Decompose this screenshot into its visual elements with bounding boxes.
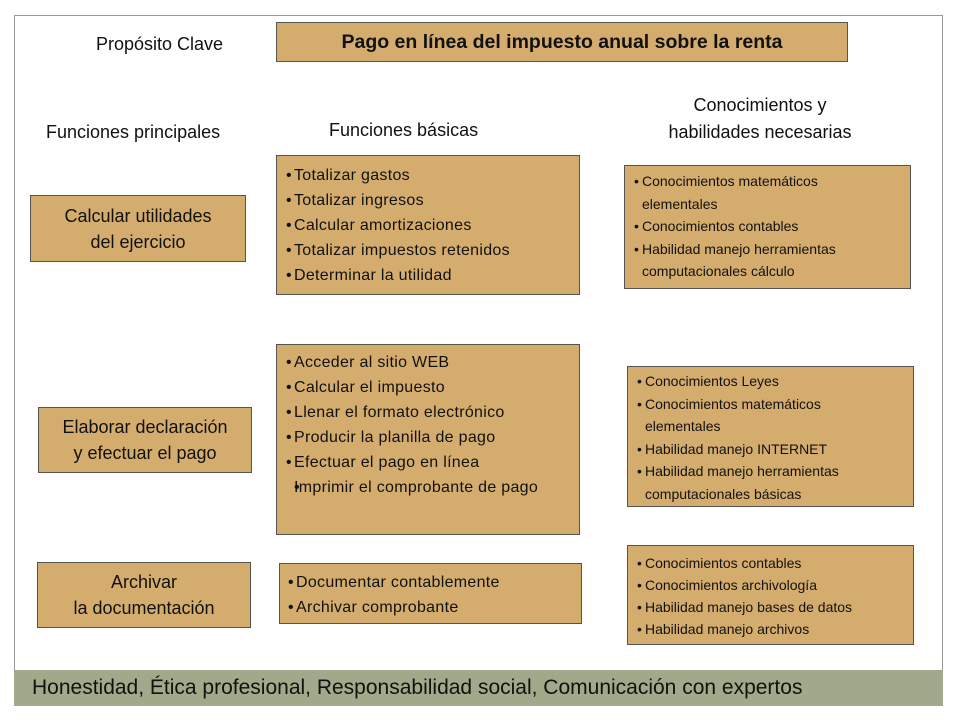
list-item: • Calcular amortizaciones	[286, 213, 579, 238]
basic-functions-list	[288, 570, 581, 620]
list-item: • Habilidad manejo herramientas computacionales cálculo	[634, 238, 910, 283]
list-item: • Totalizar ingresos	[286, 188, 579, 213]
principal-function-box	[38, 407, 252, 473]
key-purpose-text: Pago en línea del impuesto anual sobre la renta	[341, 30, 783, 53]
list-item: • Efectuar el pago en línea	[286, 450, 571, 475]
knowledge-box	[624, 165, 911, 289]
principal-function-line: del ejercicio	[90, 231, 186, 252]
list-item: • Conocimientos matemáticos elementales	[634, 170, 910, 215]
knowledge-list	[637, 370, 913, 505]
principal-function-box	[37, 562, 251, 628]
list-item: • Conocimientos contables	[637, 552, 913, 574]
principal-function-line: Elaborar declaración	[62, 417, 228, 437]
list-item: • Habilidad manejo herramientas computacionales básicas	[637, 460, 913, 505]
knowledge-list	[637, 552, 913, 640]
list-item: • Conocimientos matemáticos elementales	[637, 393, 913, 438]
principal-function-line: Archivar	[110, 572, 177, 592]
list-item: • Documentar contablemente	[288, 570, 581, 595]
basic-functions-box	[276, 344, 580, 535]
knowledge-box	[627, 366, 914, 507]
list-item: • Conocimientos contables	[634, 215, 910, 238]
column-header-principal: Funciones principales	[46, 122, 221, 142]
principal-function-line: la documentación	[73, 598, 215, 618]
list-item: • Producir la planilla de pago	[286, 425, 571, 450]
list-item: • Determinar la utilidad	[286, 263, 579, 288]
column-header-basic: Funciones básicas	[329, 120, 479, 140]
basic-functions-list	[286, 163, 579, 288]
list-item: • Totalizar gastos	[286, 163, 579, 188]
values-footer	[14, 670, 943, 706]
key-purpose-box	[276, 22, 848, 62]
values-text: Honestidad, Ética profesional, Responsabilidad social, Comunicación con expertos	[32, 676, 803, 699]
basic-functions-box	[276, 155, 580, 295]
list-item: • Llenar el formato electrónico	[286, 400, 571, 425]
principal-function-box	[30, 195, 246, 262]
knowledge-box	[627, 545, 914, 645]
column-header-knowledge	[640, 92, 880, 146]
list-item: • Habilidad manejo INTERNET	[637, 438, 913, 461]
knowledge-list	[634, 170, 910, 283]
basic-functions-box	[279, 563, 582, 624]
list-item: • Conocimientos Leyes	[637, 370, 913, 393]
column-header-knowledge-line1: Conocimientos y	[693, 95, 827, 115]
key-purpose-label: Propósito Clave	[96, 34, 224, 54]
list-item: • Totalizar impuestos retenidos	[286, 238, 579, 263]
list-item: • Conocimientos archivología	[637, 574, 913, 596]
principal-function-line: Calcular utilidades	[64, 205, 212, 226]
column-header-knowledge-line2: habilidades necesarias	[668, 122, 852, 142]
list-item: • Habilidad manejo archivos	[637, 618, 913, 640]
list-item: • Acceder al sitio WEB	[286, 350, 571, 375]
list-item: • Archivar comprobante	[288, 595, 581, 620]
list-item: • Habilidad manejo bases de datos	[637, 596, 913, 618]
principal-function-line: y efectuar el pago	[73, 443, 217, 463]
basic-functions-list	[286, 350, 571, 500]
list-item: • Calcular el impuesto	[286, 375, 571, 400]
list-item: • Imprimir el comprobante de pago	[286, 475, 571, 500]
